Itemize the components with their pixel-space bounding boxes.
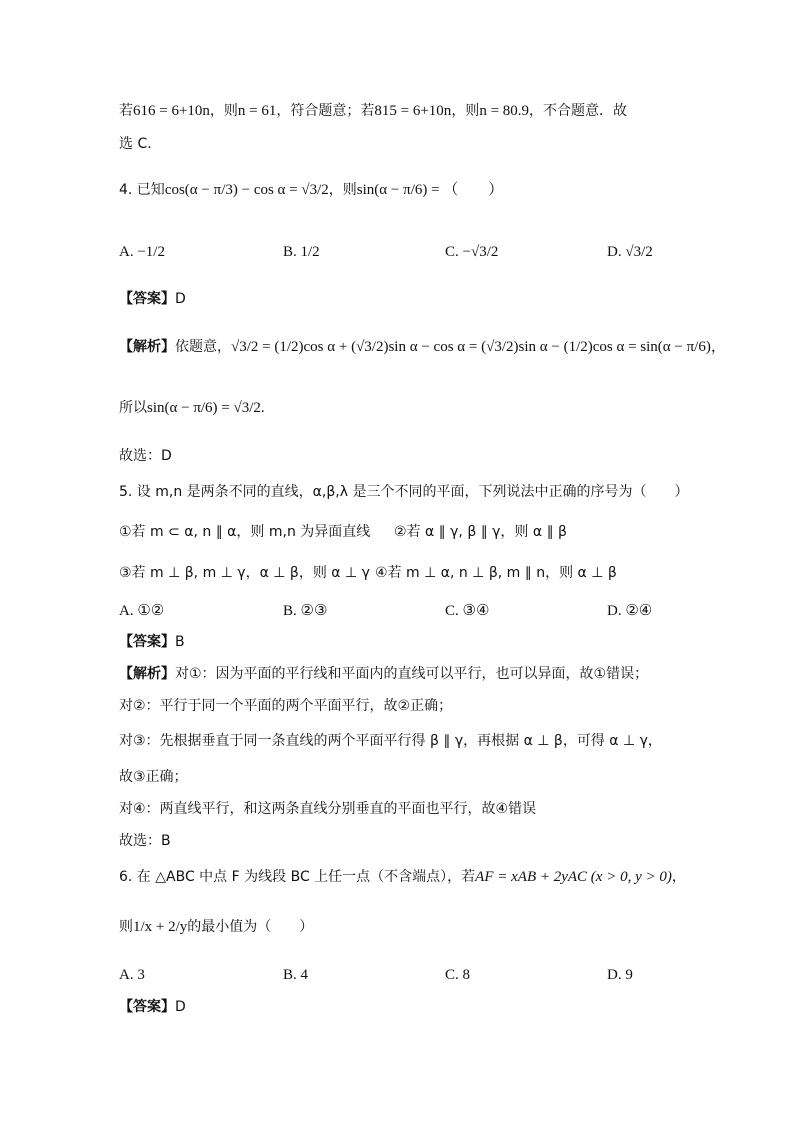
q6-vector-equation: AF = xAB + 2yAC (x > 0, y > 0) xyxy=(475,869,672,885)
q4-option-b[interactable] xyxy=(283,242,320,262)
carry-text-2: ，则 xyxy=(209,103,238,119)
q5-answer-value: B xyxy=(175,634,185,650)
q5-option-c[interactable] xyxy=(445,601,489,621)
q4-analysis-line-2 xyxy=(119,398,265,418)
q4-option-d-value: √3/2 xyxy=(625,244,653,260)
q4-option-d-key: D. xyxy=(607,244,622,260)
q4-analysis-line-1 xyxy=(119,337,726,357)
q4-ask: sin(α − π/6) = （ ） xyxy=(356,182,504,198)
q6-stem-end: ， xyxy=(671,869,686,885)
q4-option-b-key: B. xyxy=(283,244,297,260)
q6-option-b-value: 4 xyxy=(300,967,309,983)
carry-eq-1: 616 = 6+10n xyxy=(133,103,210,119)
q4-analysis-line2-prefix: 所以 xyxy=(119,400,147,416)
q4-answer-label: 【答案】 xyxy=(119,291,175,307)
q6-ask-prefix: 则 xyxy=(119,919,133,935)
q4-stem: 4. 已知cos(α − π/3) − cos α = √3/2，则sin(α − π/6) = （ ） xyxy=(119,182,504,198)
q5-statement-4: ④若 m ⊥ α, n ⊥ β, m ∥ n，则 α ⊥ β xyxy=(375,565,617,581)
q4-analysis-label: 【解析】 xyxy=(119,339,175,355)
carry-eq-3: 815 = 6+10n xyxy=(374,103,452,119)
q5-analysis-5: 对④：两直线平行，和这两条直线分别垂直的平面也平行，故④错误 xyxy=(119,801,537,817)
q4-choose: 故选：D xyxy=(119,448,172,464)
q6-option-d-value: 9 xyxy=(625,967,633,983)
q4-answer xyxy=(119,289,186,309)
q5-statement-3: ③若 m ⊥ β, m ⊥ γ，α ⊥ β，则 α ⊥ γ xyxy=(119,565,370,581)
q6-option-c-key: C. xyxy=(445,967,459,983)
q5-option-c-key: C. xyxy=(445,603,459,619)
q6-option-c-value: 8 xyxy=(462,967,471,983)
q6-option-d-key: D. xyxy=(607,967,622,983)
q6-stem-text: 6. 在 △ABC 中点 F 为线段 BC 上任一点（不含端点），若 xyxy=(119,869,476,885)
q5-answer-label: 【答案】 xyxy=(119,634,175,650)
q5-option-d[interactable] xyxy=(607,601,652,621)
q5-option-a[interactable] xyxy=(119,601,164,621)
carry-text-5: ，不合题意．故 xyxy=(529,103,628,119)
q4-analysis-expr-2: sin(α − π/6) = √3/2. xyxy=(147,400,265,416)
q5-option-b-key: B. xyxy=(283,603,297,619)
q4-condition-rhs: √3/2 xyxy=(301,182,329,198)
q5-option-d-key: D. xyxy=(607,603,622,619)
q4-answer-value: D xyxy=(175,291,186,307)
q5-analysis-label: 【解析】 xyxy=(119,666,175,682)
q4-condition-lhs: cos(α − π/3) − cos α xyxy=(164,182,286,198)
q5-analysis-2: 对②：平行于同一个平面的两个平面平行，故②正确； xyxy=(119,698,453,714)
q6-option-b-key: B. xyxy=(283,967,297,983)
q6-answer-label: 【答案】 xyxy=(119,999,175,1015)
q6-option-a-key: A. xyxy=(119,967,134,983)
q4-analysis-prefix: 依题意， xyxy=(175,339,231,355)
q6-option-a-value: 3 xyxy=(137,967,145,983)
q5-analysis-1 xyxy=(119,664,648,684)
carry-eq-4: n = 80.9 xyxy=(479,103,530,119)
q5-option-d-value: ②④ xyxy=(625,603,653,619)
q5-stem: 5. 设 m,n 是两条不同的直线，α,β,λ 是三个不同的平面，下列说法中正确的序号为（ ） xyxy=(119,484,689,500)
q5-answer xyxy=(119,632,185,652)
q4-option-c-value: −√3/2 xyxy=(462,244,499,260)
carry-text-1: 若 xyxy=(119,103,133,119)
q5-option-b[interactable] xyxy=(283,601,327,621)
q6-answer-value: D xyxy=(175,999,186,1015)
q4-option-a-value: −1/2 xyxy=(137,244,165,260)
q4-option-b-value: 1/2 xyxy=(300,244,320,260)
q6-option-a[interactable] xyxy=(119,965,145,985)
q6-stem xyxy=(119,867,686,887)
q4-option-c[interactable] xyxy=(445,242,498,262)
q5-choose: 故选：B xyxy=(119,833,171,849)
q6-answer xyxy=(119,997,186,1017)
carry-text-3: ，符合题意；若 xyxy=(276,103,375,119)
q5-statement-1: ①若 m ⊂ α, n ∥ α，则 m,n 为异面直线 xyxy=(119,524,371,540)
q5-option-a-key: A. xyxy=(119,603,134,619)
q4-option-a-key: A. xyxy=(119,244,134,260)
q4-analysis-expr-1: √3/2 = (1/2)cos α + (√3/2)sin α − cos α = (√3/2)sin α − (1/2)cos α = sin(α − π/6)， xyxy=(231,339,726,355)
carry-line-1 xyxy=(119,101,627,121)
q6-option-d[interactable] xyxy=(607,965,633,985)
q5-option-b-value: ②③ xyxy=(300,603,328,619)
q6-option-b[interactable] xyxy=(283,965,308,985)
q5-statement-2: ②若 α ∥ γ, β ∥ γ，则 α ∥ β xyxy=(394,524,567,540)
q6-ask-expr: 1/x + 2/y xyxy=(133,919,188,935)
q4-mid: ，则 xyxy=(328,182,357,198)
q4-option-c-key: C. xyxy=(445,244,459,260)
q5-analysis-3: 对③：先根据垂直于同一条直线的两个平面平行得 β ∥ γ，再根据 α ⊥ β，可得 α ⊥ γ， xyxy=(119,733,662,749)
q5-analysis-4: 故③正确； xyxy=(119,769,188,785)
q6-ask-suffix: 的最小值为（ ） xyxy=(187,919,314,935)
q4-option-a[interactable] xyxy=(119,242,165,262)
q6-ask xyxy=(119,917,313,937)
q4-number: 4. 已知 xyxy=(119,182,165,198)
carry-eq-2: n = 61 xyxy=(237,103,277,119)
q4-option-d[interactable] xyxy=(607,242,653,262)
q5-option-c-value: ③④ xyxy=(462,603,490,619)
q5-option-a-value: ①② xyxy=(137,603,165,619)
carry-line-2: 选 C． xyxy=(119,136,162,152)
carry-text-4: ，则 xyxy=(451,103,480,119)
q5-analysis-text-1: 对①：因为平面的平行线和平面内的直线可以平行，也可以异面，故①错误； xyxy=(175,666,649,682)
q6-option-c[interactable] xyxy=(445,965,470,985)
